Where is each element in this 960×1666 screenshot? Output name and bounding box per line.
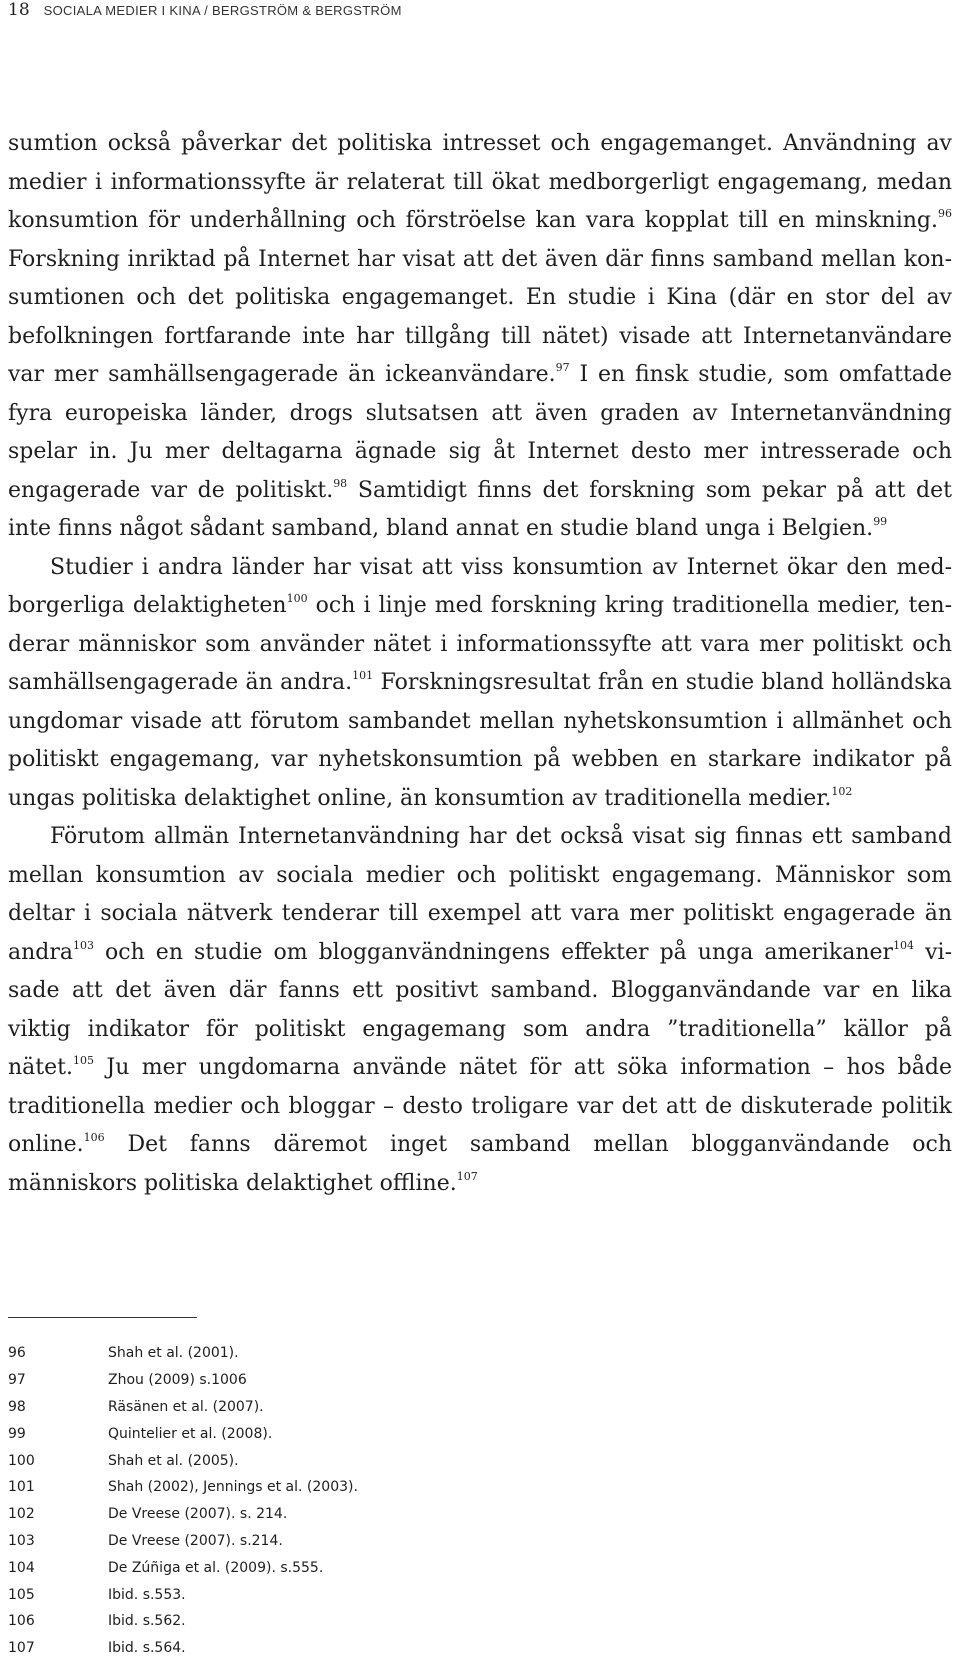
paragraph-text: visade att det även där fanns ett positivt samband. Blogganvändande var en lika viktig indikator för politiskt engagemang som andra ”traditionella” källor på nätet. [8,939,952,1080]
footnote-text: Ibid. s.562. [108,1613,186,1630]
footnote-text: Ibid. s.564. [108,1640,186,1657]
footnote-ref: 104 [893,938,915,952]
footnote-item [8,1340,948,1367]
footnote-ref: 100 [286,592,308,605]
footnote-number: 98 [8,1398,26,1415]
footnote-ref: 96 [938,207,952,220]
footnote-item [8,1554,948,1581]
paragraph-text: Studier i andra länder har visat att viss konsumtion av Internet ökar den medborgerliga delaktigheten [8,554,952,618]
paragraph-text: Ju mer ungdomarna använde nätet för att söka information – hos både traditionella medier och bloggar – desto troligare var det att de diskuterade politik online. [8,1055,952,1157]
footnote-ref: 105 [72,1054,94,1067]
footnote-number: 101 [8,1479,35,1496]
footnote-ref: 101 [352,669,374,682]
body-text [8,125,952,1203]
footnote-text: Ibid. s.553. [108,1586,186,1603]
paragraph-text: Det fanns däremot inget samband mellan blogganvändande och människors politiska delaktighet offline. [8,1132,952,1196]
paragraph-text: Forskning inriktad på Internet har visat att det även där finns samband mellan konsumtionen och det politiska engagemanget. En studie i Kina (där en stor del av befolkningen fortfarande inte har tillgång till nätet) visade att Internetanvändare var mer samhällsengagerade än ickeanvändare. [8,246,952,387]
footnote-number: 107 [8,1640,35,1657]
footnote-item [8,1635,948,1662]
footnote-text: Quintelier et al. (2008). [108,1425,273,1442]
footnote-text: Shah (2002), Jennings et al. (2003). [108,1479,358,1496]
footnote-text: De Vreese (2007). s. 214. [108,1506,288,1523]
footnote-number: 106 [8,1613,35,1630]
footnote-item [8,1394,948,1421]
footnote-number: 100 [8,1452,35,1469]
page-header [8,0,402,24]
footnote-text: De Vreese (2007). s.214. [108,1532,283,1549]
paragraph-text: Samtidigt finns det forskning som pekar på att det inte finns något sådant samband, bland annat en studie bland unga i Belgien. [8,477,952,541]
footnote-ref: 106 [83,1131,105,1144]
footnote-item [8,1608,948,1635]
footnote-number: 102 [8,1506,35,1523]
paragraph-3 [8,818,952,1203]
footnote-ref: 97 [555,361,570,374]
paragraph-text: och i linje med forskning kring traditionella medier, tenderar människor som använder nätet i informationssyfte att vara mer politiskt och samhällsengagerade än andra. [8,593,952,695]
footnote-text: Shah et al. (2005). [108,1452,239,1469]
footnote-number: 103 [8,1532,35,1549]
footnote-item [8,1501,948,1528]
footnote-item [8,1474,948,1501]
paragraph-text: Forskningsresultat från en studie bland holländska ungdomar visade att förutom sambandet mellan nyhetskonsumtion i allmänhet och politiskt engagemang, var nyhetskonsumtion på webben en starkare indikator på ungas politiska delaktighet online, än konsumtion av traditionella medier. [8,670,953,811]
footnote-ref: 103 [73,938,95,952]
paragraph-text: I en finsk studie, som omfattade fyra europeiska länder, drogs slutsatsen att även graden av Internetanvändning spelar in. Ju mer deltagarna ägnade sig åt Internet desto mer intresserade och engagerade var de politiskt. [8,362,952,503]
paragraph-2 [8,549,952,819]
footnote-text: De Zúñiga et al. (2009). s.555. [108,1559,324,1576]
footnote-text: Zhou (2009) s.1006 [108,1372,247,1389]
footnote-ref: 99 [873,515,888,528]
paragraph-text: sumtion också påverkar det politiska intresset och engagemanget. Användning av medier i informationssyfte är relaterat till ökat medborgerligt engagemang, medan konsumtion för underhållning och förströelse kan vara kopplat till en minskning. [8,131,952,233]
footnote-number: 97 [8,1372,26,1389]
footnote-ref: 102 [831,784,853,798]
paragraph-text: Förutom allmän Internetanvändning har det också visat sig finnas ett samband mellan konsumtion av sociala medier och politiskt engagemang. Människor som deltar i sociala nätverk tenderar till exempel att vara mer politiskt engagerade än andra [8,824,952,965]
footnote-item [8,1528,948,1555]
footnote-number: 104 [8,1559,35,1576]
footnote-item [8,1420,948,1447]
footnotes [8,1340,948,1662]
footnote-divider [8,1317,197,1318]
footnote-text: Räsänen et al. (2007). [108,1398,264,1415]
footnote-text: Shah et al. (2001). [108,1345,239,1362]
page-number: 18 [8,0,30,20]
footnote-item [8,1581,948,1608]
footnote-number: 96 [8,1345,26,1362]
footnote-number: 105 [8,1586,35,1603]
paragraph-text: och en studie om blogganvändningens effekter på unga amerikaner [94,939,894,965]
footnote-number: 99 [8,1425,26,1442]
footnote-ref: 98 [333,476,348,490]
footnote-item [8,1447,948,1474]
footnote-ref: 107 [456,1169,478,1183]
paragraph-1 [8,125,952,549]
footnote-item [8,1367,948,1394]
running-head: SOCIALA MEDIER I KINA / BERGSTRÖM & BERGSTRÖM [43,3,402,18]
